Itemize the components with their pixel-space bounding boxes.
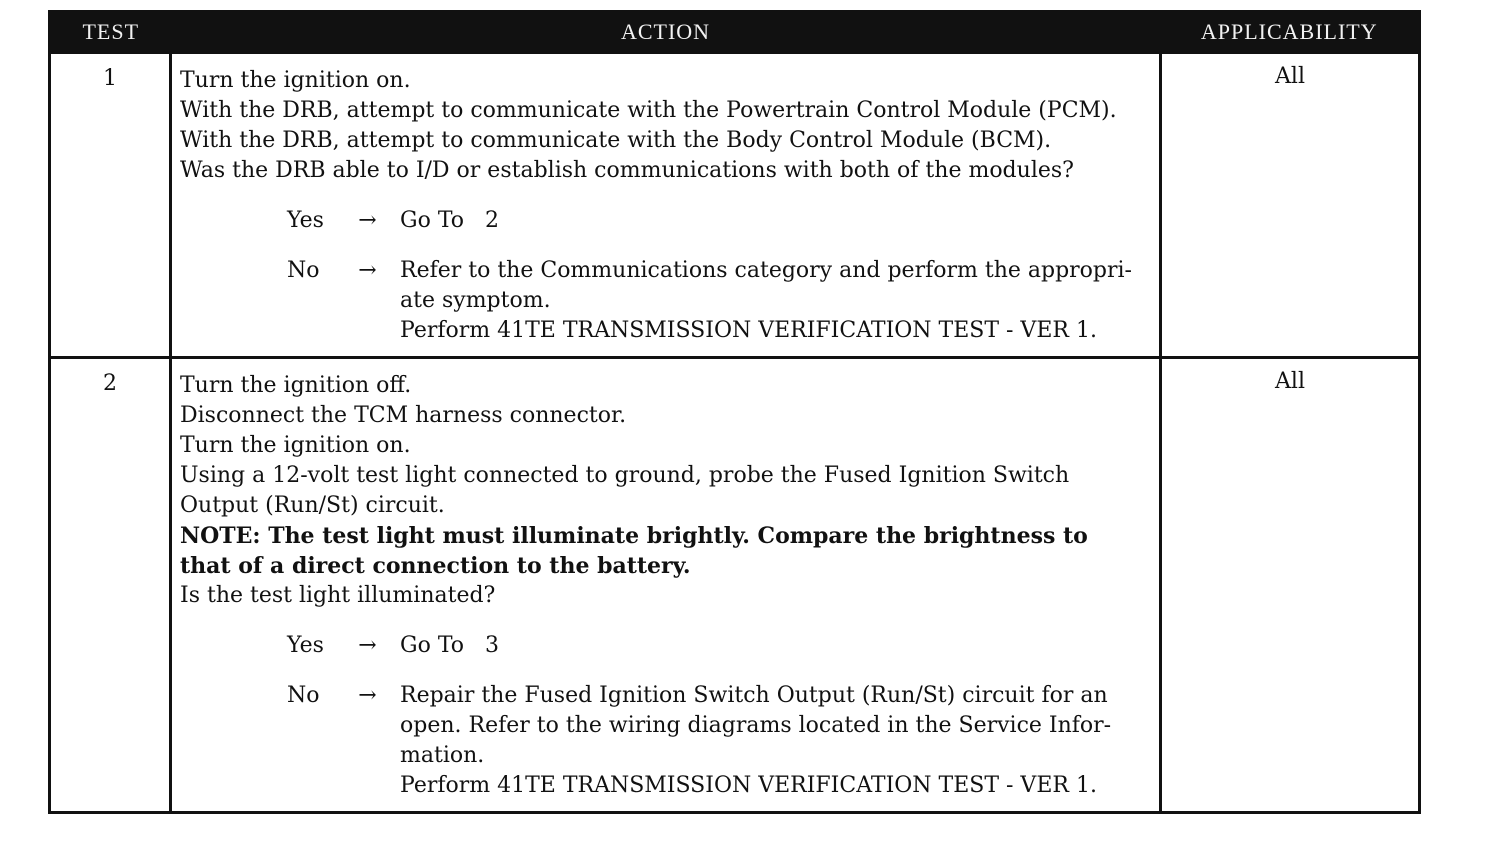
arrow-right-icon: → <box>358 683 377 708</box>
no-branch <box>287 256 1153 346</box>
yes-label: Yes <box>287 208 324 233</box>
action-line: Turn the ignition on. <box>180 68 411 93</box>
arrow-right-icon: → <box>358 208 377 233</box>
yes-branch <box>287 631 1153 661</box>
applicability: All <box>1161 53 1420 358</box>
no-branch <box>287 681 1153 801</box>
no-result <box>400 681 1153 801</box>
header-test: TEST <box>50 12 171 53</box>
no-result-line: open. Refer to the wiring diagrams located in the Service Infor- <box>400 713 1112 738</box>
action-line: With the DRB, attempt to communicate with the Powertrain Control Module (PCM). <box>180 98 1117 123</box>
no-label: No <box>287 683 320 708</box>
no-result <box>400 256 1153 346</box>
action-line: Turn the ignition on. <box>180 433 411 458</box>
table-row <box>50 358 1420 813</box>
test-number: 1 <box>50 53 171 358</box>
arrow-right-icon: → <box>358 258 377 283</box>
action-line: Was the DRB able to I/D or establish communications with both of the modules? <box>180 158 1074 183</box>
no-result-line: Perform 41TE TRANSMISSION VERIFICATION TEST - VER 1. <box>400 318 1097 343</box>
no-result-line: ate symptom. <box>400 288 551 313</box>
yes-branch <box>287 206 1153 236</box>
action-cell <box>171 358 1161 813</box>
action-line: Disconnect the TCM harness connector. <box>180 403 627 428</box>
applicability: All <box>1161 358 1420 813</box>
action-line: With the DRB, attempt to communicate with the Body Control Module (BCM). <box>180 128 1052 153</box>
note-line: NOTE: The test light must illuminate brightly. Compare the brightness to <box>180 523 1088 549</box>
no-result-line: mation. <box>400 743 485 768</box>
header-row <box>50 12 1420 53</box>
yes-result: Go To 3 <box>400 633 499 658</box>
question-line: Is the test light illuminated? <box>180 583 496 608</box>
yes-label: Yes <box>287 633 324 658</box>
no-label: No <box>287 258 320 283</box>
test-number: 2 <box>50 358 171 813</box>
action-cell <box>171 53 1161 358</box>
yes-result: Go To 2 <box>400 208 499 233</box>
action-line: Output (Run/St) circuit. <box>180 493 445 518</box>
action-line: Turn the ignition off. <box>180 373 412 398</box>
no-result-line: Perform 41TE TRANSMISSION VERIFICATION TEST - VER 1. <box>400 773 1097 798</box>
table-row <box>50 53 1420 358</box>
no-result-line: Refer to the Communications category and perform the appropri- <box>400 258 1132 283</box>
action-line: Using a 12-volt test light connected to ground, probe the Fused Ignition Switch <box>180 463 1070 488</box>
arrow-right-icon: → <box>358 633 377 658</box>
header-action: ACTION <box>171 12 1161 53</box>
note-line: that of a direct connection to the battery. <box>180 553 691 579</box>
diagnostic-test-table <box>48 10 1421 814</box>
no-result-line: Repair the Fused Ignition Switch Output (Run/St) circuit for an <box>400 683 1108 708</box>
header-applicability: APPLICABILITY <box>1161 12 1420 53</box>
